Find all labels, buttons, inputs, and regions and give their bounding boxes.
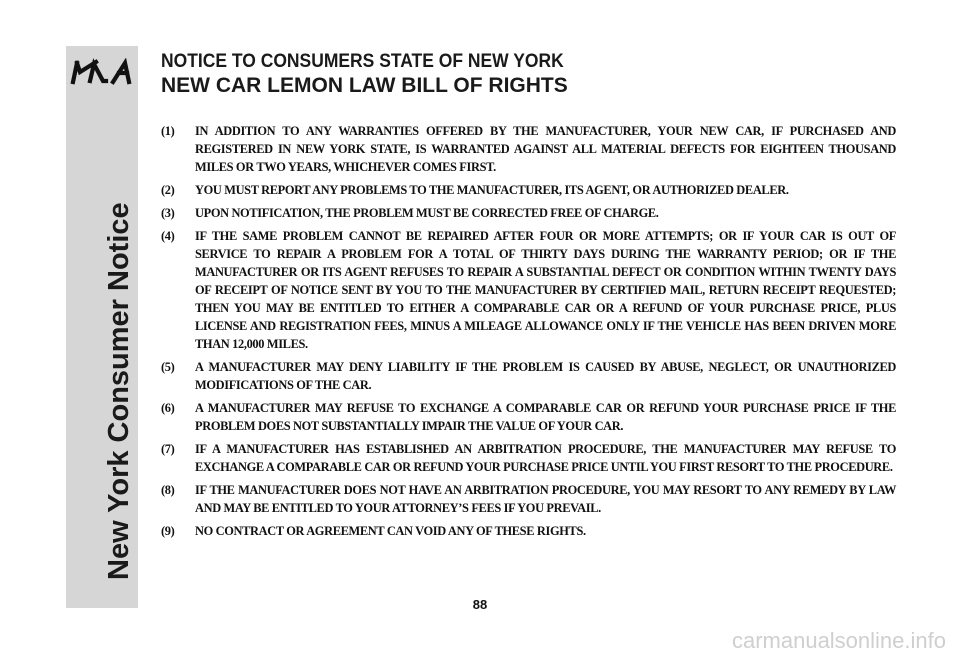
- rights-item-2: [161, 181, 896, 199]
- item-number: (9): [161, 524, 175, 538]
- heading-line-1: NOTICE TO CONSUMERS STATE OF NEW YORK: [161, 51, 564, 72]
- page-heading: [161, 50, 861, 98]
- item-number: (8): [161, 483, 175, 497]
- item-text: IN ADDITION TO ANY WARRANTIES OFFERED BY THE MANUFACTURER, YOUR NEW CAR, IF PURCHASED AND REGISTERED IN NEW YORK STATE, IS WARRANTED AGAINST ALL MATERIAL DEFECTS FOR EIGHTEEN THOUSAND MILES OR TWO YEARS, WHICHEVER COMES FIRST.: [195, 124, 896, 174]
- item-text: NO CONTRACT OR AGREEMENT CAN VOID ANY OF THESE RIGHTS.: [195, 524, 586, 538]
- kia-logo-icon: [69, 58, 135, 86]
- item-number: (6): [161, 401, 175, 415]
- item-text: IF THE SAME PROBLEM CANNOT BE REPAIRED AFTER FOUR OR MORE ATTEMPTS; OR IF YOUR CAR IS OUT OF SERVICE TO REPAIR A PROBLEM FOR A TOTAL OF THIRTY DAYS DURING THE WARRANTY PERIOD; OR IF THE MANUFACTURER OR ITS AGENT REFUSES TO REPAIR A SUBSTANTIAL DEFECT OR CONDITION WITHIN TWENTY DAYS OF RECEIPT OF NOTICE SENT BY YOU TO THE MANUFACTURER BY CERTIFIED MAIL, RETURN RECEIPT REQUESTED; THEN YOU MAY BE ENTITLED TO EITHER A COMPARABLE CAR OR A REFUND OF YOUR PURCHASE PRICE, PLUS LICENSE AND REGISTRATION FEES, MINUS A MILEAGE ALLOWANCE ONLY IF THE VEHICLE HAS BEEN DRIVEN MORE THAN 12,000 MILES.: [195, 229, 896, 351]
- rights-item-6: [161, 399, 896, 435]
- rights-list: [161, 122, 896, 545]
- rights-item-9: [161, 522, 896, 540]
- item-text: A MANUFACTURER MAY REFUSE TO EXCHANGE A COMPARABLE CAR OR REFUND YOUR PURCHASE PRICE IF THE PROBLEM DOES NOT SUBSTANTIALLY IMPAIR THE VALUE OF YOUR CAR.: [195, 401, 896, 433]
- item-number: (5): [161, 360, 175, 374]
- item-text: IF A MANUFACTURER HAS ESTABLISHED AN ARBITRATION PROCEDURE, THE MANUFACTURER MAY REFUSE TO EXCHANGE A COMPARABLE CAR OR REFUND YOUR PURCHASE PRICE UNTIL YOU FIRST RESORT TO THE PROCEDURE.: [195, 442, 896, 474]
- rights-item-5: [161, 358, 896, 394]
- watermark: carmanualsonline.info: [731, 628, 946, 653]
- item-text: YOU MUST REPORT ANY PROBLEMS TO THE MANUFACTURER, ITS AGENT, OR AUTHORIZED DEALER.: [195, 183, 789, 197]
- item-number: (3): [161, 206, 175, 220]
- item-number: (2): [161, 183, 175, 197]
- item-number: (4): [161, 229, 175, 243]
- sidebar-title: New York Consumer Notice: [103, 202, 135, 580]
- rights-item-4: [161, 227, 896, 353]
- rights-item-1: [161, 122, 896, 176]
- rights-item-8: [161, 481, 896, 517]
- item-number: (1): [161, 124, 175, 138]
- item-text: UPON NOTIFICATION, THE PROBLEM MUST BE CORRECTED FREE OF CHARGE.: [195, 206, 659, 220]
- item-number: (7): [161, 442, 175, 456]
- item-text: A MANUFACTURER MAY DENY LIABILITY IF THE PROBLEM IS CAUSED BY ABUSE, NEGLECT, OR UNAUTHORIZED MODIFICATIONS OF THE CAR.: [195, 360, 896, 392]
- item-text: IF THE MANUFACTURER DOES NOT HAVE AN ARBITRATION PROCEDURE, YOU MAY RESORT TO ANY REMEDY BY LAW AND MAY BE ENTITLED TO YOUR ATTORNEY’S FEES IF YOU PREVAIL.: [195, 483, 896, 515]
- rights-item-7: [161, 440, 896, 476]
- rights-item-3: [161, 204, 896, 222]
- heading-line-2: NEW CAR LEMON LAW BILL OF RIGHTS: [161, 74, 568, 97]
- page-number: 88: [472, 597, 488, 612]
